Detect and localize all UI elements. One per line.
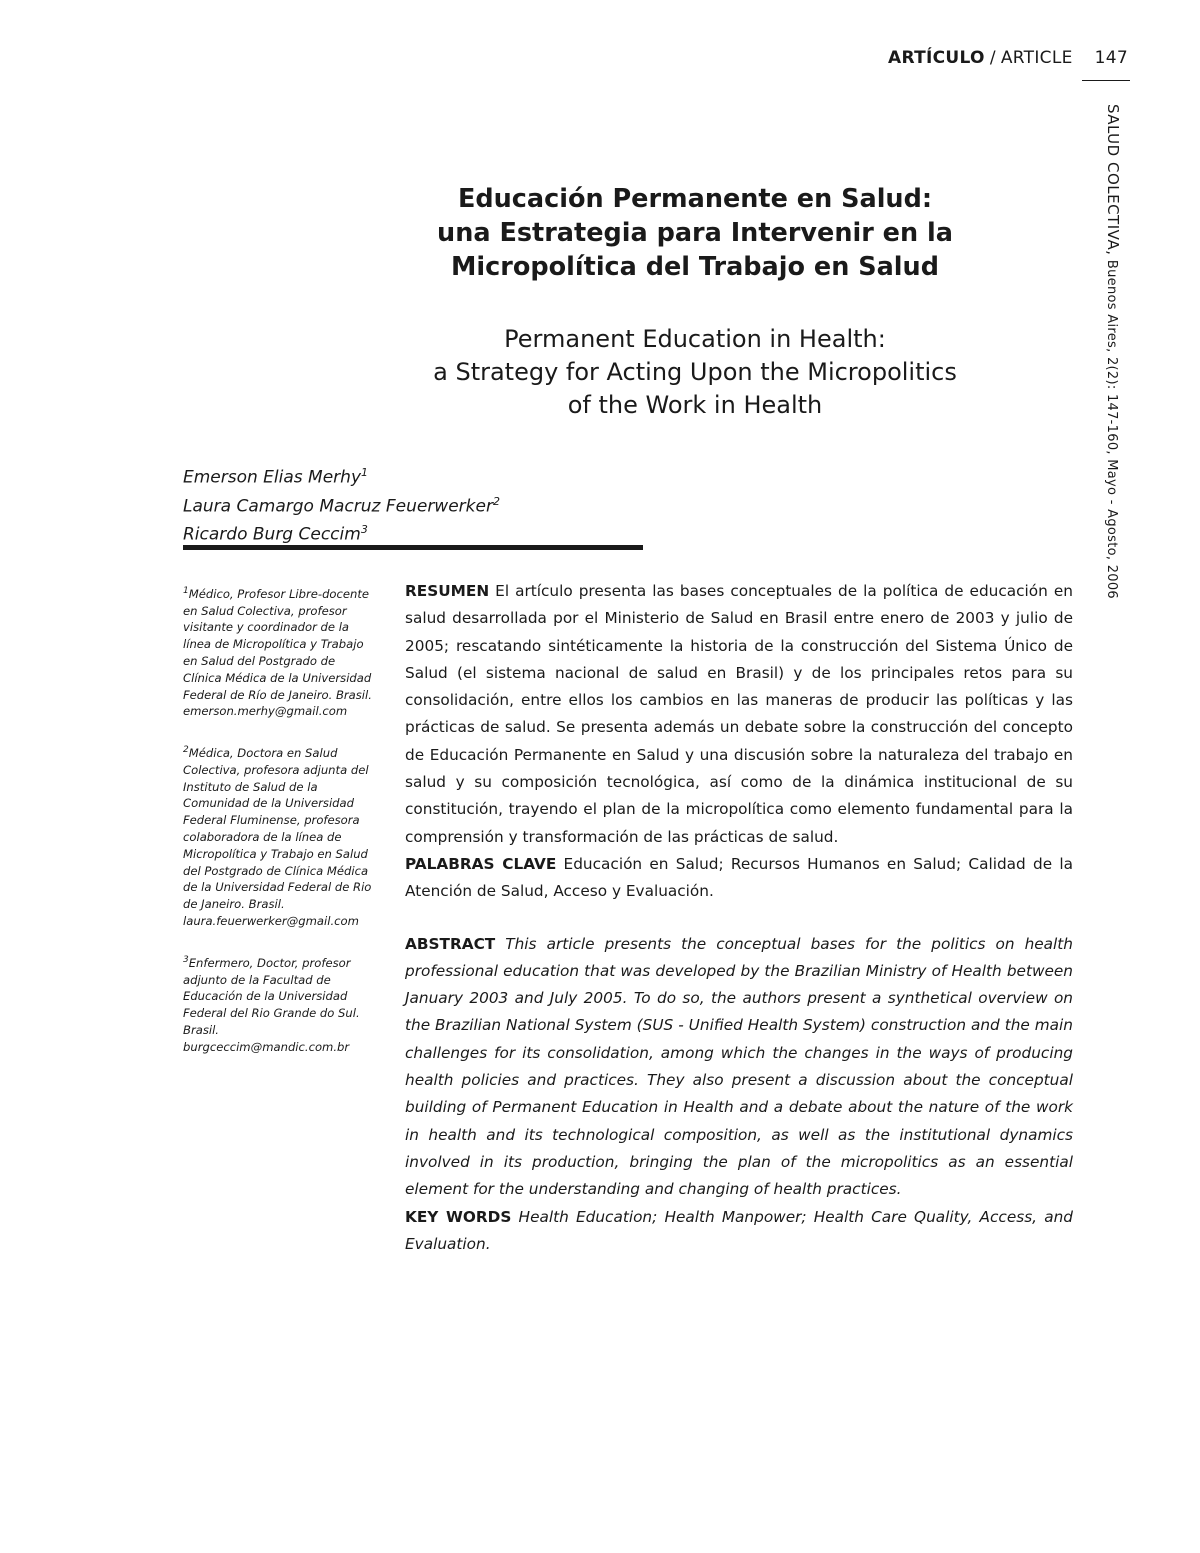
author-ref: 2 [492, 494, 500, 508]
author-list [183, 461, 500, 547]
resumen-paragraph [405, 578, 1073, 851]
journal-citation [1100, 104, 1126, 600]
author-name: Ricardo Burg Ceccim [183, 524, 361, 545]
title-es-line: Micropolítica del Trabajo en Salud [451, 252, 939, 282]
section-separator: / [989, 48, 996, 68]
affiliation-note [183, 742, 373, 930]
title-spanish [300, 182, 1090, 284]
key-words-text: Health Education; Health Manpower; Health Care Quality, Access, and Evaluation. [405, 1207, 1073, 1253]
palabras-clave-text: Educación en Salud; Recursos Humanos en Salud; Calidad de la Atención de Salud, Acceso y Evaluación. [405, 854, 1073, 901]
affiliation-body [183, 952, 373, 1039]
journal-name: SALUD COLECTIVA, [1104, 104, 1122, 256]
title-en-line: a Strategy for Acting Upon the Micropolitics [433, 358, 957, 386]
affiliations-column [183, 583, 373, 1078]
author-name: Emerson Elias Merhy [183, 467, 362, 488]
key-words-label: KEY WORDS [405, 1207, 512, 1226]
title-en-line: of the Work in Health [567, 391, 823, 419]
header-rule [1082, 80, 1130, 81]
author-name: Laura Camargo Macruz Feuerwerker [183, 496, 493, 517]
authors-divider [183, 545, 643, 550]
author [183, 518, 500, 547]
affiliation-ref: 3 [183, 954, 189, 965]
affiliation-text: Médica, Doctora en Salud Colectiva, profesora adjunta del Instituto de Salud de la Comunidad de la Universidad Federal Fluminense, profesora colaboradora de la línea de Micropolítica y Trabajo en Salud del Postgrado de Clínica Médica de la Universidad Federal de Rio de Janeiro. Brasil. [183, 746, 372, 912]
author-ref: 1 [361, 466, 369, 479]
page-number: 147 [1094, 48, 1128, 68]
affiliation-email: emerson.merhy@gmail.com [183, 704, 348, 719]
affiliation-body [183, 742, 373, 913]
section-label-es: ARTÍCULO [888, 48, 985, 68]
section-gap [405, 906, 1073, 931]
affiliation-email: burgceccim@mandic.com.br [183, 1039, 350, 1054]
abstract-text: This article presents the conceptual bases for the politics on health professional education that was developed by the Brazilian Ministry of Health between January 2003 and July 2005. To do so, the authors present a synthetical overview on the Brazilian National System (SUS - Unified Health System) construction and the main challenges for its consolidation, among which the changes in the ways of producing health policies and practices. They also present a discussion about the conceptual building of Permanent Education in Health and a debate about the nature of the work in health and its technological composition, as well as the institutional dynamics involved in its production, bringing the plan of the micropolitics as an essential element for the understanding and changing of health practices. [405, 934, 1073, 1199]
key-words-paragraph [405, 1204, 1073, 1259]
affiliation-ref: 1 [183, 586, 189, 596]
section-label-en: ARTICLE [1000, 48, 1073, 68]
title-en-line: Permanent Education in Health: [504, 325, 886, 353]
resumen-label: RESUMEN [405, 582, 490, 600]
author [183, 490, 500, 519]
author [183, 461, 500, 490]
abstract-label: ABSTRACT [405, 934, 496, 953]
affiliation-note [183, 952, 373, 1056]
resumen-text: El artículo presenta las bases conceptuales de la política de educación en salud desarrollada por el Ministerio de Salud en Brasil entre enero de 2003 y julio de 2005; rescatando sintéticamente la historia de la construcción del Sistema Único de Salud (el sistema nacional de salud en Brasil) y de los principales retos para su consolidación, entre ellos los cambios en las maneras de producir las políticas y las prácticas de salud. Se presenta además un debate sobre la construcción del concepto de Educación Permanente en Salud y una discusión sobre la naturaleza del trabajo en salud y su composición tecnológica, así como de la dinámica institucional de su constitución, trayendo el plan de la micropolítica como elemento fundamental para la comprensión y transformación de las prácticas de salud. [405, 582, 1073, 846]
abstract-column [405, 578, 1073, 1258]
title-es-line: una Estrategia para Intervenir en la [437, 218, 953, 248]
palabras-clave-label: PALABRAS CLAVE [405, 854, 557, 873]
affiliation-text: Enfermero, Doctor, profesor adjunto de la Facultad de Educación de la Universidad Federal del Rio Grande do Sul. Brasil. [183, 955, 360, 1037]
affiliation-email: laura.feuerwerker@gmail.com [183, 914, 359, 929]
affiliation-note [183, 583, 373, 720]
page-header [888, 48, 1128, 68]
palabras-clave-paragraph [405, 851, 1073, 906]
title-english [300, 323, 1090, 422]
abstract-paragraph [405, 931, 1073, 1204]
title-es-line: Educación Permanente en Salud: [457, 184, 933, 214]
affiliation-ref: 2 [183, 745, 189, 756]
affiliation-body [183, 583, 373, 703]
affiliation-text: Médico, Profesor Libre-docente en Salud Colectiva, profesor visitante y coordinador de la línea de Micropolítica y Trabajo en Salud del Postgrado de Clínica Médica de la Universidad Federal de Río de Janeiro. Brasil. [183, 586, 372, 702]
author-ref: 3 [360, 523, 368, 537]
journal-details: Buenos Aires, 2(2): 147-160, Mayo - Agosto, 2006 [1104, 255, 1119, 600]
